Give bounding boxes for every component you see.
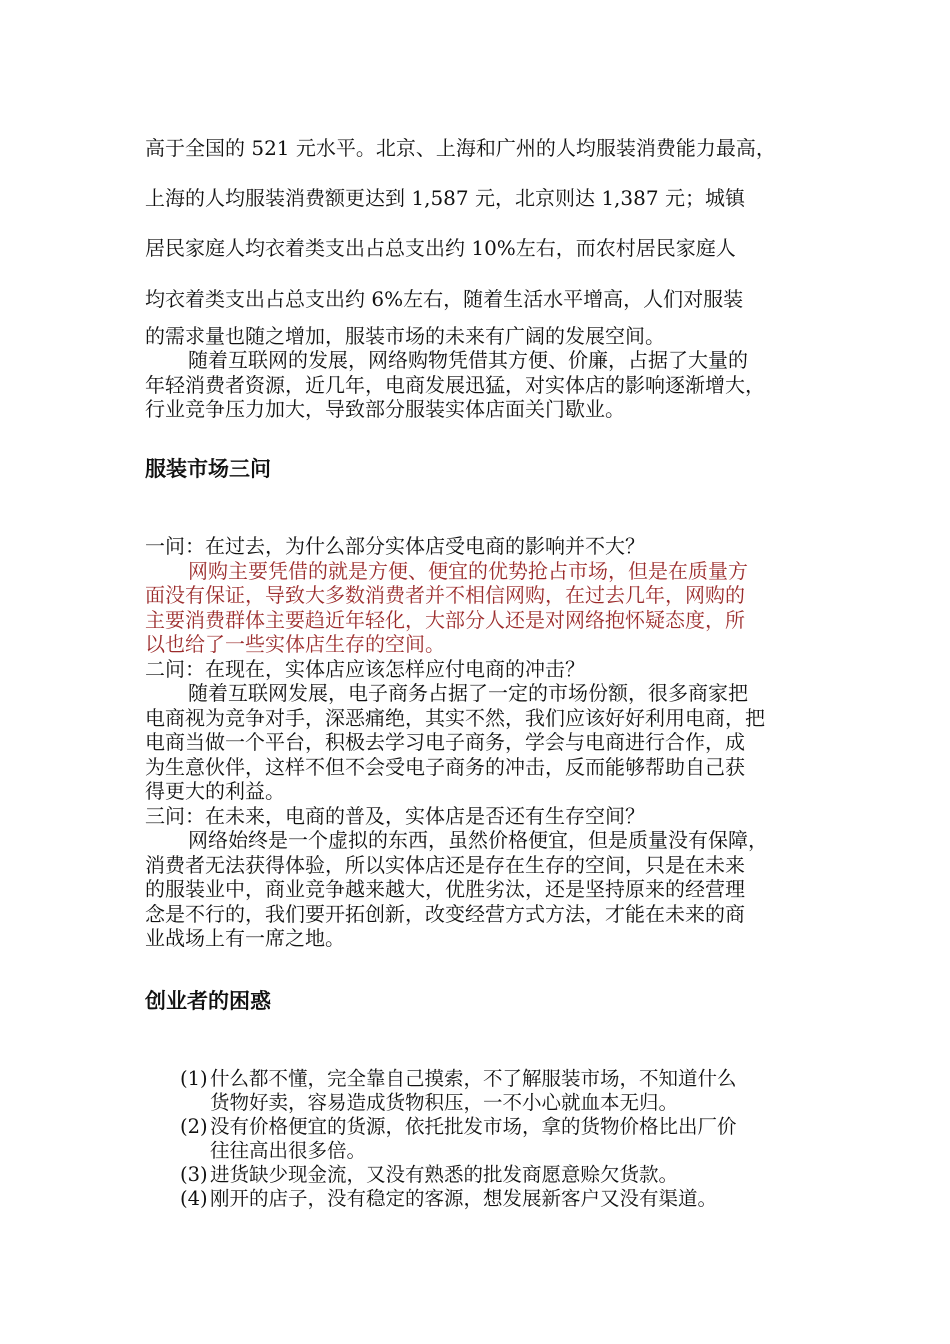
text-line: 年轻消费者资源，近几年，电商发展迅猛，对实体店的影响逐渐增大， (145, 372, 765, 397)
answer-2-line: 电商当做一个平台，积极去学习电子商务，学会与电商进行合作，成 (145, 730, 745, 754)
intro-line-3: 居民家庭人均衣着类支出占总支出约 10%左右，而农村居民家庭人 (145, 236, 736, 260)
answer-1-line: 网购主要凭借的就是方便、便宜的优势抢占市场，但是在质量方 (188, 558, 748, 583)
intro-line-4: 均衣着类支出占总支出约 6%左右，随着生活水平增高，人们对服装 (145, 287, 744, 311)
intro-line-5: 的需求量也随之增加，服装市场的未来有广阔的发展空间。 (145, 324, 665, 348)
question-2: 二问：在现在，实体店应该怎样应付电商的冲击？ (145, 656, 585, 681)
qa-block (145, 534, 825, 951)
answer-1-line: 面没有保证，导致大多数消费者并不相信网购，在过去几年，网购的 (145, 583, 745, 607)
list-item (180, 1187, 840, 1211)
list-item-line: 刚开的店子，没有稳定的客源，想发展新客户又没有渠道。 (210, 1187, 718, 1210)
list-number: (1) (180, 1067, 208, 1090)
text-line: 随着互联网的发展，网络购物凭借其方便、价廉，占据了大量的 (188, 348, 748, 372)
list-number: (2) (180, 1115, 208, 1138)
list-item-line: 往往高出很多倍。 (210, 1139, 367, 1162)
answer-3-line: 消费者无法获得体验，所以实体店还是存在生存的空间，只是在未来 (145, 852, 745, 877)
answer-2-line: 随着互联网发展，电子商务占据了一定的市场份额，很多商家把 (188, 681, 748, 705)
intro-line-1: 高于全国的 521 元水平。北京、上海和广州的人均服装消费能力最高， (145, 136, 776, 160)
section-heading-market-questions: 服装市场三问 (145, 457, 271, 481)
list-number: (3) (180, 1163, 208, 1186)
answer-2-line: 电商视为竞争对手，深恶痛绝，其实不然，我们应该好好利用电商，把 (145, 705, 765, 730)
answer-3-line: 的服装业中，商业竞争越来越大，优胜劣汰，还是坚持原来的经营理 (145, 877, 745, 901)
list-item-line: 什么都不懂，完全靠自己摸索，不了解服装市场，不知道什么 (210, 1067, 737, 1090)
answer-2-line: 得更大的利益。 (145, 779, 285, 803)
question-1: 一问：在过去，为什么部分实体店受电商的影响并不大？ (145, 534, 645, 558)
answer-3-line: 念是不行的，我们要开拓创新，改变经营方式方法，才能在未来的商 (145, 901, 745, 926)
list-number: (4) (180, 1187, 208, 1210)
answer-2-line: 为生意伙伴，这样不但不会受电子商务的冲击，反而能够帮助自己获 (145, 754, 745, 779)
text-line: 行业竞争压力加大，导致部分服装实体店面关门歇业。 (145, 397, 625, 421)
confusion-list (180, 1067, 840, 1211)
question-3: 三问：在未来，电商的普及，实体店是否还有生存空间？ (145, 803, 645, 828)
intro-paragraph-2 (145, 348, 825, 422)
list-item (180, 1163, 840, 1187)
answer-3-line: 业战场上有一席之地。 (145, 926, 345, 950)
list-item-line: 货物好卖，容易造成货物积压，一不小心就血本无归。 (210, 1091, 679, 1114)
answer-3-line: 网络始终是一个虚拟的东西，虽然价格便宜，但是质量没有保障， (188, 828, 768, 852)
list-item (180, 1115, 840, 1163)
answer-1-line: 主要消费群体主要趋近年轻化，大部分人还是对网络抱怀疑态度，所 (145, 607, 745, 632)
section-heading-founder-confusion: 创业者的困惑 (145, 989, 271, 1013)
list-item (180, 1067, 840, 1115)
answer-1-line: 以也给了一些实体店生存的空间。 (145, 632, 445, 656)
list-item-line: 没有价格便宜的货源，依托批发市场，拿的货物价格比出厂价 (210, 1115, 737, 1138)
list-item-line: 进货缺少现金流，又没有熟悉的批发商愿意赊欠货款。 (210, 1163, 679, 1186)
intro-line-2: 上海的人均服装消费额更达到 1,587 元，北京则达 1,387 元；城镇 (145, 186, 745, 210)
